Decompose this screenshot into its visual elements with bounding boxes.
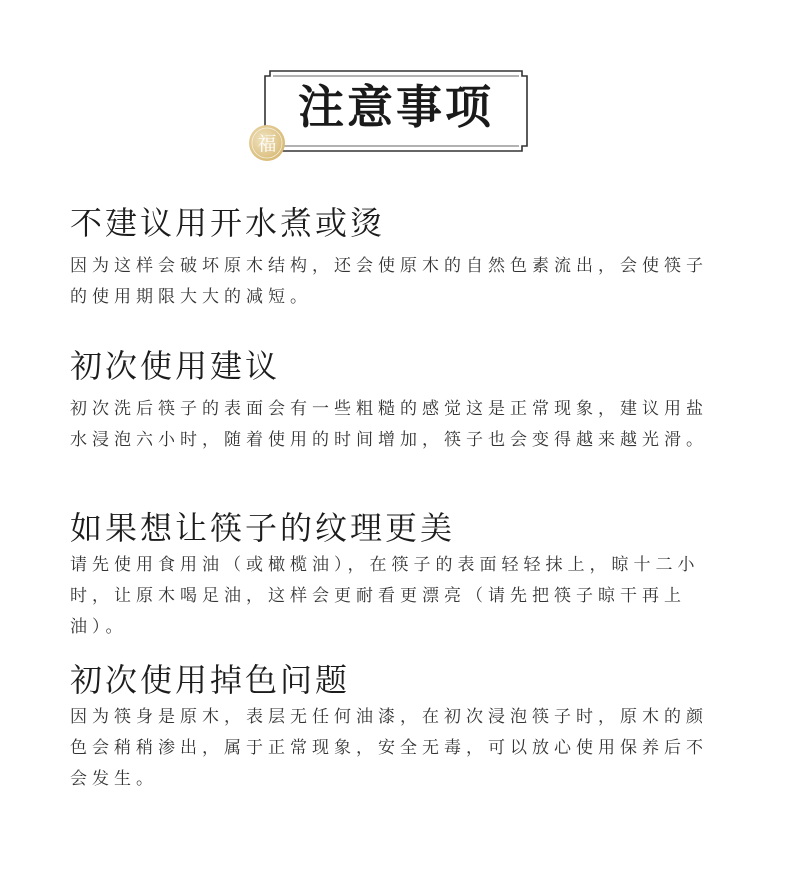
header-title-box: [262, 68, 530, 154]
section-title: 初次使用建议: [70, 347, 281, 385]
section-title: 不建议用开水煮或烫: [70, 204, 386, 242]
section-body: 因为筷身是原木，表层无任何油漆，在初次浸泡筷子时，原木的颜色会稍稍渗出，属于正常现象，安全无毒，可以放心使用保养后不会发生。: [70, 707, 708, 789]
section-title: 如果想让筷子的纹理更美: [70, 509, 456, 547]
page-title: 注意事项: [298, 80, 494, 134]
section-color-fading: [70, 660, 720, 795]
section-first-use: [70, 346, 720, 456]
section-grain-care: [70, 508, 720, 643]
section-body: 请先使用食用油（或橄榄油），在筷子的表面轻轻抹上，晾十二小时，让原木喝足油，这样会更耐看更漂亮（请先把筷子晾干再上油）。: [70, 555, 700, 637]
section-boiling-warning: [70, 203, 720, 313]
fu-seal-icon: [248, 124, 286, 162]
section-body: 因为这样会破坏原木结构，还会使原木的自然色素流出，会使筷子的使用期限大大的减短。: [70, 256, 708, 307]
section-body: 初次洗后筷子的表面会有一些粗糙的感觉这是正常现象，建议用盐水浸泡六小时，随着使用的时间增加，筷子也会变得越来越光滑。: [70, 399, 708, 450]
seal-character: 福: [257, 133, 277, 155]
section-title: 初次使用掉色问题: [70, 661, 351, 699]
